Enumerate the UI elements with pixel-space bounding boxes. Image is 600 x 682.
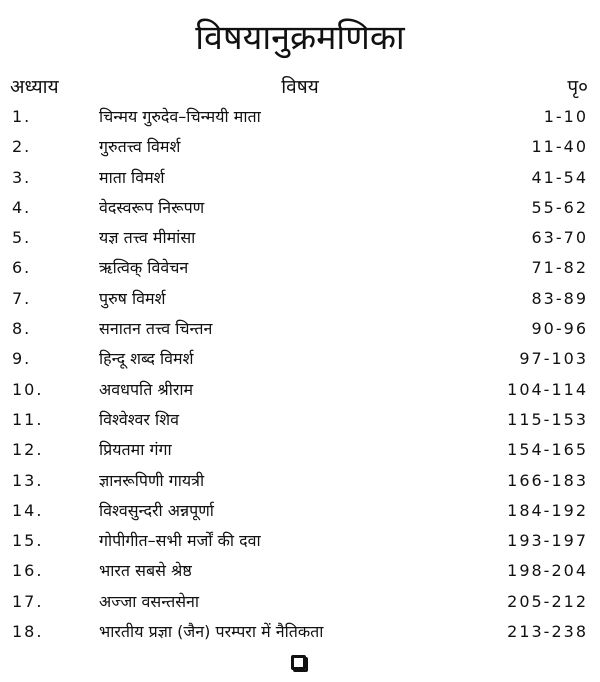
chapter-subject: अवधपति श्रीराम [99,379,194,399]
chapter-number: 11. [12,409,44,429]
contents-row [0,617,600,647]
contents-row [0,496,600,526]
contents-row [0,556,600,586]
contents-row [0,375,600,405]
chapter-pages: 198-204 [507,561,588,581]
chapter-subject: भारत सबसे श्रेष्ठ [99,561,192,581]
chapter-subject: वेदस्वरूप निरूपण [99,197,205,217]
chapter-pages: 1-10 [543,107,588,126]
chapter-pages: 154-165 [507,440,588,460]
chapter-pages: 83-89 [531,288,588,308]
chapter-subject: विश्वसुन्दरी अन्नपूर्णा [99,500,214,520]
chapter-subject: ज्ञानरूपिणी गायत्री [99,470,205,490]
contents-row [0,132,600,162]
contents-row [0,223,600,253]
header-subject: विषय [281,76,319,98]
contents-list [0,102,600,647]
chapter-subject: चिन्मय गुरुदेव–चिन्मयी माता [99,107,261,126]
chapter-pages: 213-238 [507,622,588,642]
contents-row [0,526,600,556]
page-title: विषयानुक्रमणिका [195,18,405,58]
contents-row [0,253,600,283]
chapter-pages: 184-192 [507,500,588,520]
chapter-pages: 193-197 [507,531,588,551]
chapter-subject: विश्वेश्वर शिव [99,409,179,429]
contents-row [0,163,600,193]
end-square-icon [291,655,306,670]
chapter-subject: माता विमर्श [99,167,165,187]
chapter-pages: 71-82 [531,258,588,278]
chapter-pages: 115-153 [507,409,588,429]
contents-row [0,405,600,435]
chapter-number: 15. [12,531,44,551]
contents-row [0,435,600,465]
chapter-number: 3. [12,167,32,187]
chapter-subject: सनातन तत्त्व चिन्तन [99,319,213,339]
chapter-pages: 63-70 [531,228,588,248]
chapter-subject: गुरुतत्त्व विमर्श [99,137,181,157]
contents-row [0,193,600,223]
chapter-pages: 104-114 [507,379,588,399]
chapter-subject: पुरुष विमर्श [99,288,166,308]
header-chapter: अध्याय [10,76,59,98]
chapter-number: 10. [12,379,44,399]
chapter-number: 14. [12,500,44,520]
chapter-number: 2. [12,137,32,157]
contents-row [0,587,600,617]
header-page: पृ० [567,76,588,98]
chapter-number: 6. [12,258,32,278]
chapter-number: 12. [12,440,44,460]
chapter-number: 13. [12,470,44,490]
chapter-pages: 166-183 [507,470,588,490]
chapter-number: 1. [12,107,32,126]
contents-row [0,344,600,374]
chapter-number: 18. [12,622,44,642]
chapter-number: 16. [12,561,44,581]
chapter-number: 7. [12,288,32,308]
chapter-pages: 11-40 [531,137,588,157]
chapter-pages: 205-212 [507,591,588,611]
contents-row [0,284,600,314]
contents-row [0,466,600,496]
chapter-subject: प्रियतमा गंगा [99,440,172,460]
chapter-number: 9. [12,349,32,369]
chapter-number: 17. [12,591,44,611]
contents-row [0,314,600,344]
chapter-number: 4. [12,197,32,217]
chapter-number: 5. [12,228,32,248]
chapter-subject: यज्ञ तत्त्व मीमांसा [99,228,196,248]
chapter-pages: 55-62 [531,197,588,217]
chapter-number: 8. [12,319,32,339]
chapter-subject: अज्जा वसन्तसेना [99,591,200,611]
chapter-pages: 97-103 [519,349,588,369]
chapter-subject: गोपीगीत–सभी मर्जों की दवा [99,531,261,551]
chapter-subject: ऋत्विक् विवेचन [99,258,189,278]
chapter-subject: भारतीय प्रज्ञा (जैन) परम्परा में नैतिकता [99,622,324,642]
chapter-subject: हिन्दू शब्द विमर्श [99,349,194,369]
chapter-pages: 90-96 [531,319,588,339]
chapter-pages: 41-54 [531,167,588,187]
contents-row [0,102,600,132]
